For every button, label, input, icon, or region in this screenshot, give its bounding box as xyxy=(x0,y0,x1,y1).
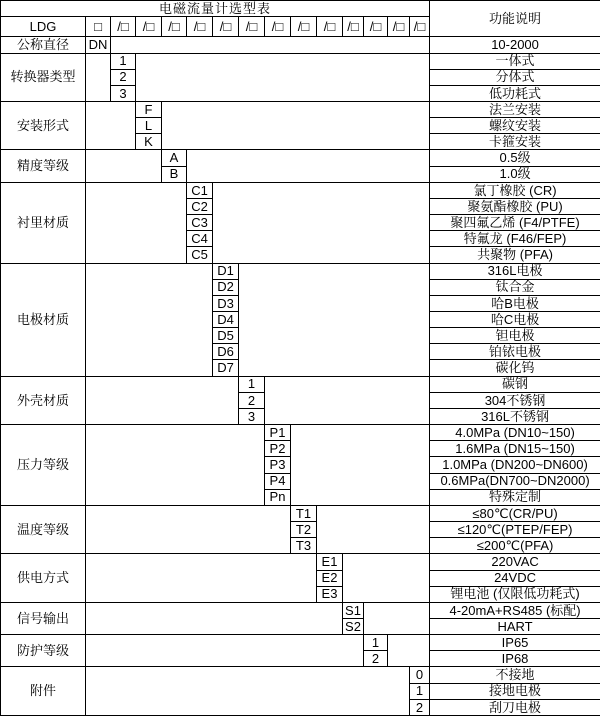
code-cell: 3 xyxy=(111,85,136,101)
model-slash-box: /□ xyxy=(291,17,317,37)
desc-cell: 碳化钨 xyxy=(430,360,600,376)
section-label-electrode: 电极材质 xyxy=(1,263,86,376)
code-cell: D4 xyxy=(213,312,239,328)
desc-cell: 不接地 xyxy=(430,667,600,683)
code-cell: 2 xyxy=(239,392,265,408)
code-cell: 3 xyxy=(239,408,265,424)
empty-cell xyxy=(111,37,430,53)
desc-cell: 钛合金 xyxy=(430,279,600,295)
desc-cell: 0.5级 xyxy=(430,150,600,166)
empty-cell xyxy=(364,602,430,634)
code-cell: 1 xyxy=(239,376,265,392)
desc-cell: 1.0级 xyxy=(430,166,600,182)
code-cell: P3 xyxy=(265,457,291,473)
model-base-box: □ xyxy=(86,17,111,37)
desc-cell: IP68 xyxy=(430,651,600,667)
desc-cell: ≤200℃(PFA) xyxy=(430,538,600,554)
desc-cell: 哈C电极 xyxy=(430,312,600,328)
desc-cell: 4-20mA+RS485 (标配) xyxy=(430,602,600,618)
desc-cell: 1.0MPa (DN200~DN600) xyxy=(430,457,600,473)
model-slash-box: /□ xyxy=(136,17,162,37)
desc-cell: 特氟龙 (F46/FEP) xyxy=(430,231,600,247)
empty-cell xyxy=(265,376,430,424)
empty-cell xyxy=(291,425,430,506)
code-cell: S1 xyxy=(343,602,364,618)
desc-cell: 哈B电极 xyxy=(430,295,600,311)
desc-cell: 0.6MPa(DN700~DN2000) xyxy=(430,473,600,489)
model-slash-box: /□ xyxy=(410,17,430,37)
section-label-temperature: 温度等级 xyxy=(1,505,86,553)
code-cell: A xyxy=(162,150,187,166)
desc-cell: 法兰安装 xyxy=(430,101,600,117)
function-header: 功能说明 xyxy=(430,1,600,37)
code-cell: Pn xyxy=(265,489,291,505)
code-cell: T2 xyxy=(291,522,317,538)
desc-cell: 铂铱电极 xyxy=(430,344,600,360)
model-prefix: LDG xyxy=(1,17,86,37)
empty-cell xyxy=(86,425,265,506)
section-label-protection: 防护等级 xyxy=(1,635,86,667)
empty-cell xyxy=(86,667,410,716)
code-cell: 2 xyxy=(111,69,136,85)
section-label-converter-type: 转换器类型 xyxy=(1,53,86,101)
desc-cell: 刮刀电极 xyxy=(430,699,600,715)
empty-cell xyxy=(187,150,430,182)
table-title: 电磁流量计选型表 xyxy=(1,1,430,17)
desc-cell: ≤120℃(PTEP/FEP) xyxy=(430,522,600,538)
empty-cell xyxy=(86,376,239,424)
desc-cell: 304不锈钢 xyxy=(430,392,600,408)
code-cell: 1 xyxy=(364,635,388,651)
code-cell: F xyxy=(136,101,162,117)
desc-cell: 1.6MPa (DN15~150) xyxy=(430,441,600,457)
code-cell: 2 xyxy=(410,699,430,715)
empty-cell xyxy=(239,263,430,376)
empty-cell xyxy=(86,505,291,553)
code-cell: C5 xyxy=(187,247,213,263)
section-label-pressure: 压力等级 xyxy=(1,425,86,506)
desc-cell: 聚四氟乙烯 (F4/PTFE) xyxy=(430,215,600,231)
code-cell: K xyxy=(136,134,162,150)
code-cell: E3 xyxy=(317,586,343,602)
model-slash-box: /□ xyxy=(187,17,213,37)
model-slash-box: /□ xyxy=(364,17,388,37)
code-cell: D1 xyxy=(213,263,239,279)
empty-cell xyxy=(162,101,430,149)
section-label-diameter: 公称直径 xyxy=(1,37,86,53)
model-slash-box: /□ xyxy=(343,17,364,37)
code-cell: 1 xyxy=(111,53,136,69)
desc-cell: 低功耗式 xyxy=(430,85,600,101)
section-label-accuracy: 精度等级 xyxy=(1,150,86,182)
code-cell: S2 xyxy=(343,618,364,634)
empty-cell xyxy=(86,150,162,182)
desc-cell: 24VDC xyxy=(430,570,600,586)
desc-cell: ≤80℃(CR/PU) xyxy=(430,505,600,521)
code-cell: T3 xyxy=(291,538,317,554)
code-cell: DN xyxy=(86,37,111,53)
code-cell: B xyxy=(162,166,187,182)
empty-cell xyxy=(86,554,317,602)
desc-cell: HART xyxy=(430,618,600,634)
code-cell: C2 xyxy=(187,198,213,214)
desc-cell: IP65 xyxy=(430,635,600,651)
section-label-lining: 衬里材质 xyxy=(1,182,86,263)
desc-cell: 316L不锈钢 xyxy=(430,408,600,424)
empty-cell xyxy=(343,554,430,602)
empty-cell xyxy=(213,182,430,263)
desc-cell: 特殊定制 xyxy=(430,489,600,505)
desc-cell: 一体式 xyxy=(430,53,600,69)
code-cell: D7 xyxy=(213,360,239,376)
desc-cell: 碳钢 xyxy=(430,376,600,392)
code-cell: P4 xyxy=(265,473,291,489)
desc-cell: 316L电极 xyxy=(430,263,600,279)
section-label-signal-output: 信号输出 xyxy=(1,602,86,634)
section-label-accessories: 附件 xyxy=(1,667,86,716)
desc-cell: 氯丁橡胶 (CR) xyxy=(430,182,600,198)
section-label-housing: 外壳材质 xyxy=(1,376,86,424)
empty-cell xyxy=(86,635,364,667)
code-cell: E1 xyxy=(317,554,343,570)
code-cell: T1 xyxy=(291,505,317,521)
desc-cell: 聚氨酯橡胶 (PU) xyxy=(430,198,600,214)
code-cell: 1 xyxy=(410,683,430,699)
empty-cell xyxy=(388,635,430,667)
code-cell: L xyxy=(136,118,162,134)
code-cell: 2 xyxy=(364,651,388,667)
empty-cell xyxy=(86,263,213,376)
desc-cell: 锂电池 (仅限低功耗式) xyxy=(430,586,600,602)
code-cell: P2 xyxy=(265,441,291,457)
desc-cell: 4.0MPa (DN10~150) xyxy=(430,425,600,441)
code-cell: D3 xyxy=(213,295,239,311)
code-cell: C4 xyxy=(187,231,213,247)
desc-cell: 10-2000 xyxy=(430,37,600,53)
code-cell: D5 xyxy=(213,328,239,344)
code-cell: P1 xyxy=(265,425,291,441)
desc-cell: 220VAC xyxy=(430,554,600,570)
desc-cell: 接地电极 xyxy=(430,683,600,699)
empty-cell xyxy=(136,53,430,101)
desc-cell: 钽电极 xyxy=(430,328,600,344)
empty-cell xyxy=(86,182,187,263)
model-slash-box: /□ xyxy=(388,17,410,37)
empty-cell xyxy=(86,602,343,634)
model-slash-box: /□ xyxy=(111,17,136,37)
section-label-power-supply: 供电方式 xyxy=(1,554,86,602)
section-label-installation: 安装形式 xyxy=(1,101,86,149)
model-slash-box: /□ xyxy=(317,17,343,37)
desc-cell: 分体式 xyxy=(430,69,600,85)
code-cell: E2 xyxy=(317,570,343,586)
code-cell: D2 xyxy=(213,279,239,295)
empty-cell xyxy=(317,505,430,553)
model-slash-box: /□ xyxy=(239,17,265,37)
empty-cell xyxy=(86,53,111,101)
empty-cell xyxy=(86,101,136,149)
code-cell: C1 xyxy=(187,182,213,198)
code-cell: 0 xyxy=(410,667,430,683)
desc-cell: 卡箍安装 xyxy=(430,134,600,150)
desc-cell: 共聚物 (PFA) xyxy=(430,247,600,263)
code-cell: C3 xyxy=(187,215,213,231)
code-cell: D6 xyxy=(213,344,239,360)
model-slash-box: /□ xyxy=(213,17,239,37)
model-slash-box: /□ xyxy=(265,17,291,37)
model-slash-box: /□ xyxy=(162,17,187,37)
desc-cell: 螺纹安装 xyxy=(430,118,600,134)
